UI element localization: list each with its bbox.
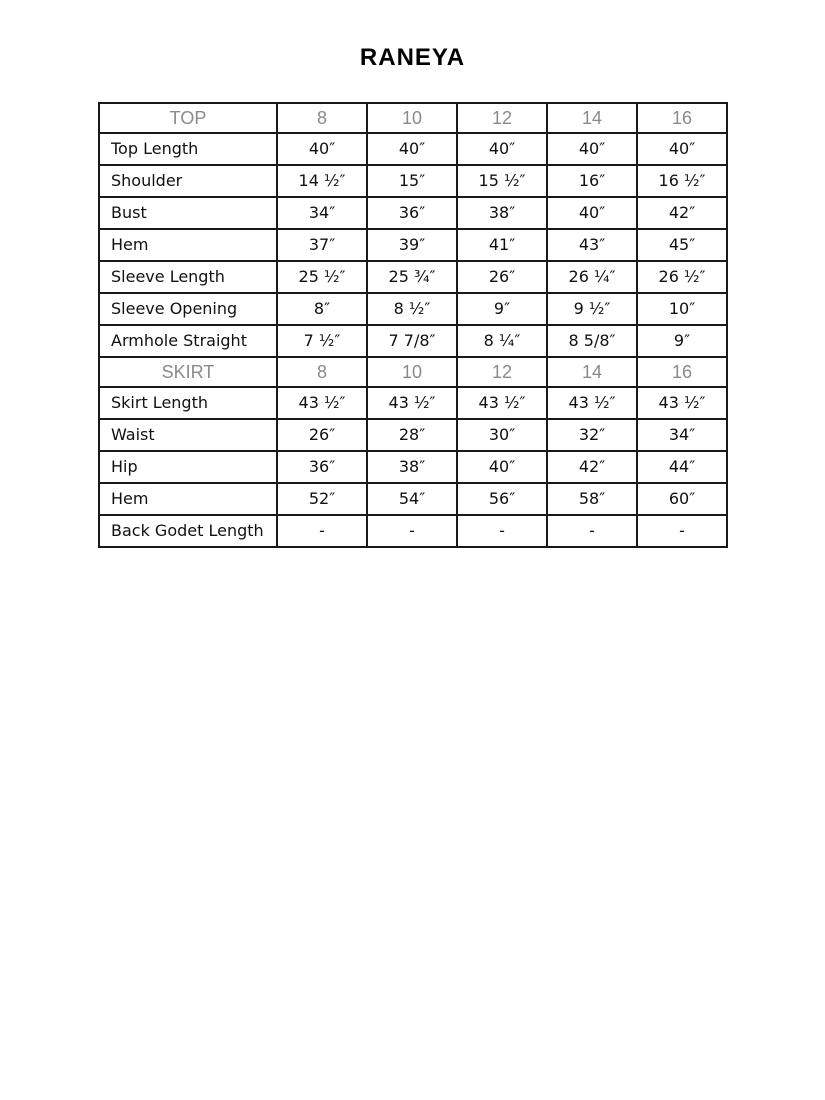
- measurement-value: 43 ½″: [367, 387, 457, 419]
- table-row: [99, 229, 727, 261]
- measurement-value: 45″: [637, 229, 727, 261]
- measurement-label: Waist: [99, 419, 277, 451]
- measurement-value: 28″: [367, 419, 457, 451]
- measurement-value: 39″: [367, 229, 457, 261]
- measurement-value: 26″: [457, 261, 547, 293]
- measurement-value: 8 ¼″: [457, 325, 547, 357]
- size-column-header: 12: [457, 357, 547, 387]
- size-chart-table: [98, 102, 728, 548]
- measurement-value: 40″: [637, 133, 727, 165]
- measurement-value: 34″: [637, 419, 727, 451]
- measurement-value: 43″: [547, 229, 637, 261]
- measurement-value: 41″: [457, 229, 547, 261]
- section-header: TOP: [99, 103, 277, 133]
- measurement-value: 40″: [547, 197, 637, 229]
- measurement-value: 30″: [457, 419, 547, 451]
- measurement-value: 42″: [637, 197, 727, 229]
- measurement-value: 16″: [547, 165, 637, 197]
- measurement-value: -: [457, 515, 547, 547]
- measurement-value: 42″: [547, 451, 637, 483]
- measurement-value: 60″: [637, 483, 727, 515]
- measurement-value: 58″: [547, 483, 637, 515]
- measurement-value: 26 ½″: [637, 261, 727, 293]
- measurement-value: 26″: [277, 419, 367, 451]
- table-row: [99, 515, 727, 547]
- measurement-label: Top Length: [99, 133, 277, 165]
- measurement-value: 8″: [277, 293, 367, 325]
- measurement-label: Hip: [99, 451, 277, 483]
- table-row: [99, 387, 727, 419]
- measurement-value: 8 ½″: [367, 293, 457, 325]
- measurement-value: 40″: [457, 451, 547, 483]
- table-row: [99, 419, 727, 451]
- measurement-value: 25 ¾″: [367, 261, 457, 293]
- size-column-header: 12: [457, 103, 547, 133]
- measurement-value: 40″: [367, 133, 457, 165]
- measurement-value: 25 ½″: [277, 261, 367, 293]
- table-row: [99, 165, 727, 197]
- table-row: [99, 261, 727, 293]
- measurement-value: 43 ½″: [547, 387, 637, 419]
- measurement-label: Back Godet Length: [99, 515, 277, 547]
- measurement-label: Bust: [99, 197, 277, 229]
- measurement-value: 7 ½″: [277, 325, 367, 357]
- measurement-value: 32″: [547, 419, 637, 451]
- table-row: [99, 293, 727, 325]
- measurement-value: 9″: [637, 325, 727, 357]
- measurement-label: Armhole Straight: [99, 325, 277, 357]
- table-row: [99, 451, 727, 483]
- measurement-value: -: [547, 515, 637, 547]
- measurement-value: 38″: [367, 451, 457, 483]
- skirt-header-row: [99, 357, 727, 387]
- measurement-value: 43 ½″: [277, 387, 367, 419]
- measurement-value: 14 ½″: [277, 165, 367, 197]
- table-row: [99, 133, 727, 165]
- measurement-value: 16 ½″: [637, 165, 727, 197]
- size-column-header: 16: [637, 103, 727, 133]
- measurement-value: 54″: [367, 483, 457, 515]
- measurement-value: 36″: [277, 451, 367, 483]
- measurement-value: 15 ½″: [457, 165, 547, 197]
- measurement-value: 9 ½″: [547, 293, 637, 325]
- measurement-value: 10″: [637, 293, 727, 325]
- size-column-header: 16: [637, 357, 727, 387]
- measurement-label: Sleeve Opening: [99, 293, 277, 325]
- table-row: [99, 197, 727, 229]
- measurement-value: 40″: [277, 133, 367, 165]
- size-column-header: 10: [367, 357, 457, 387]
- measurement-value: 56″: [457, 483, 547, 515]
- measurement-value: -: [277, 515, 367, 547]
- measurement-label: Skirt Length: [99, 387, 277, 419]
- page-title: RANEYA: [359, 44, 466, 71]
- measurement-value: 9″: [457, 293, 547, 325]
- measurement-value: 26 ¼″: [547, 261, 637, 293]
- measurement-value: 36″: [367, 197, 457, 229]
- size-column-header: 10: [367, 103, 457, 133]
- measurement-label: Hem: [99, 229, 277, 261]
- top-header-row: [99, 103, 727, 133]
- measurement-value: 40″: [457, 133, 547, 165]
- measurement-label: Shoulder: [99, 165, 277, 197]
- measurement-label: Hem: [99, 483, 277, 515]
- measurement-value: 52″: [277, 483, 367, 515]
- measurement-value: 44″: [637, 451, 727, 483]
- size-column-header: 8: [277, 357, 367, 387]
- measurement-value: 34″: [277, 197, 367, 229]
- measurement-value: 38″: [457, 197, 547, 229]
- size-column-header: 8: [277, 103, 367, 133]
- measurement-value: -: [637, 515, 727, 547]
- measurement-value: 8 5/8″: [547, 325, 637, 357]
- measurement-label: Sleeve Length: [99, 261, 277, 293]
- measurement-value: 43 ½″: [637, 387, 727, 419]
- measurement-value: 43 ½″: [457, 387, 547, 419]
- table-row: [99, 483, 727, 515]
- measurement-value: -: [367, 515, 457, 547]
- size-column-header: 14: [547, 103, 637, 133]
- measurement-value: 40″: [547, 133, 637, 165]
- measurement-value: 37″: [277, 229, 367, 261]
- section-header: SKIRT: [99, 357, 277, 387]
- table-row: [99, 325, 727, 357]
- measurement-value: 7 7/8″: [367, 325, 457, 357]
- measurement-value: 15″: [367, 165, 457, 197]
- size-column-header: 14: [547, 357, 637, 387]
